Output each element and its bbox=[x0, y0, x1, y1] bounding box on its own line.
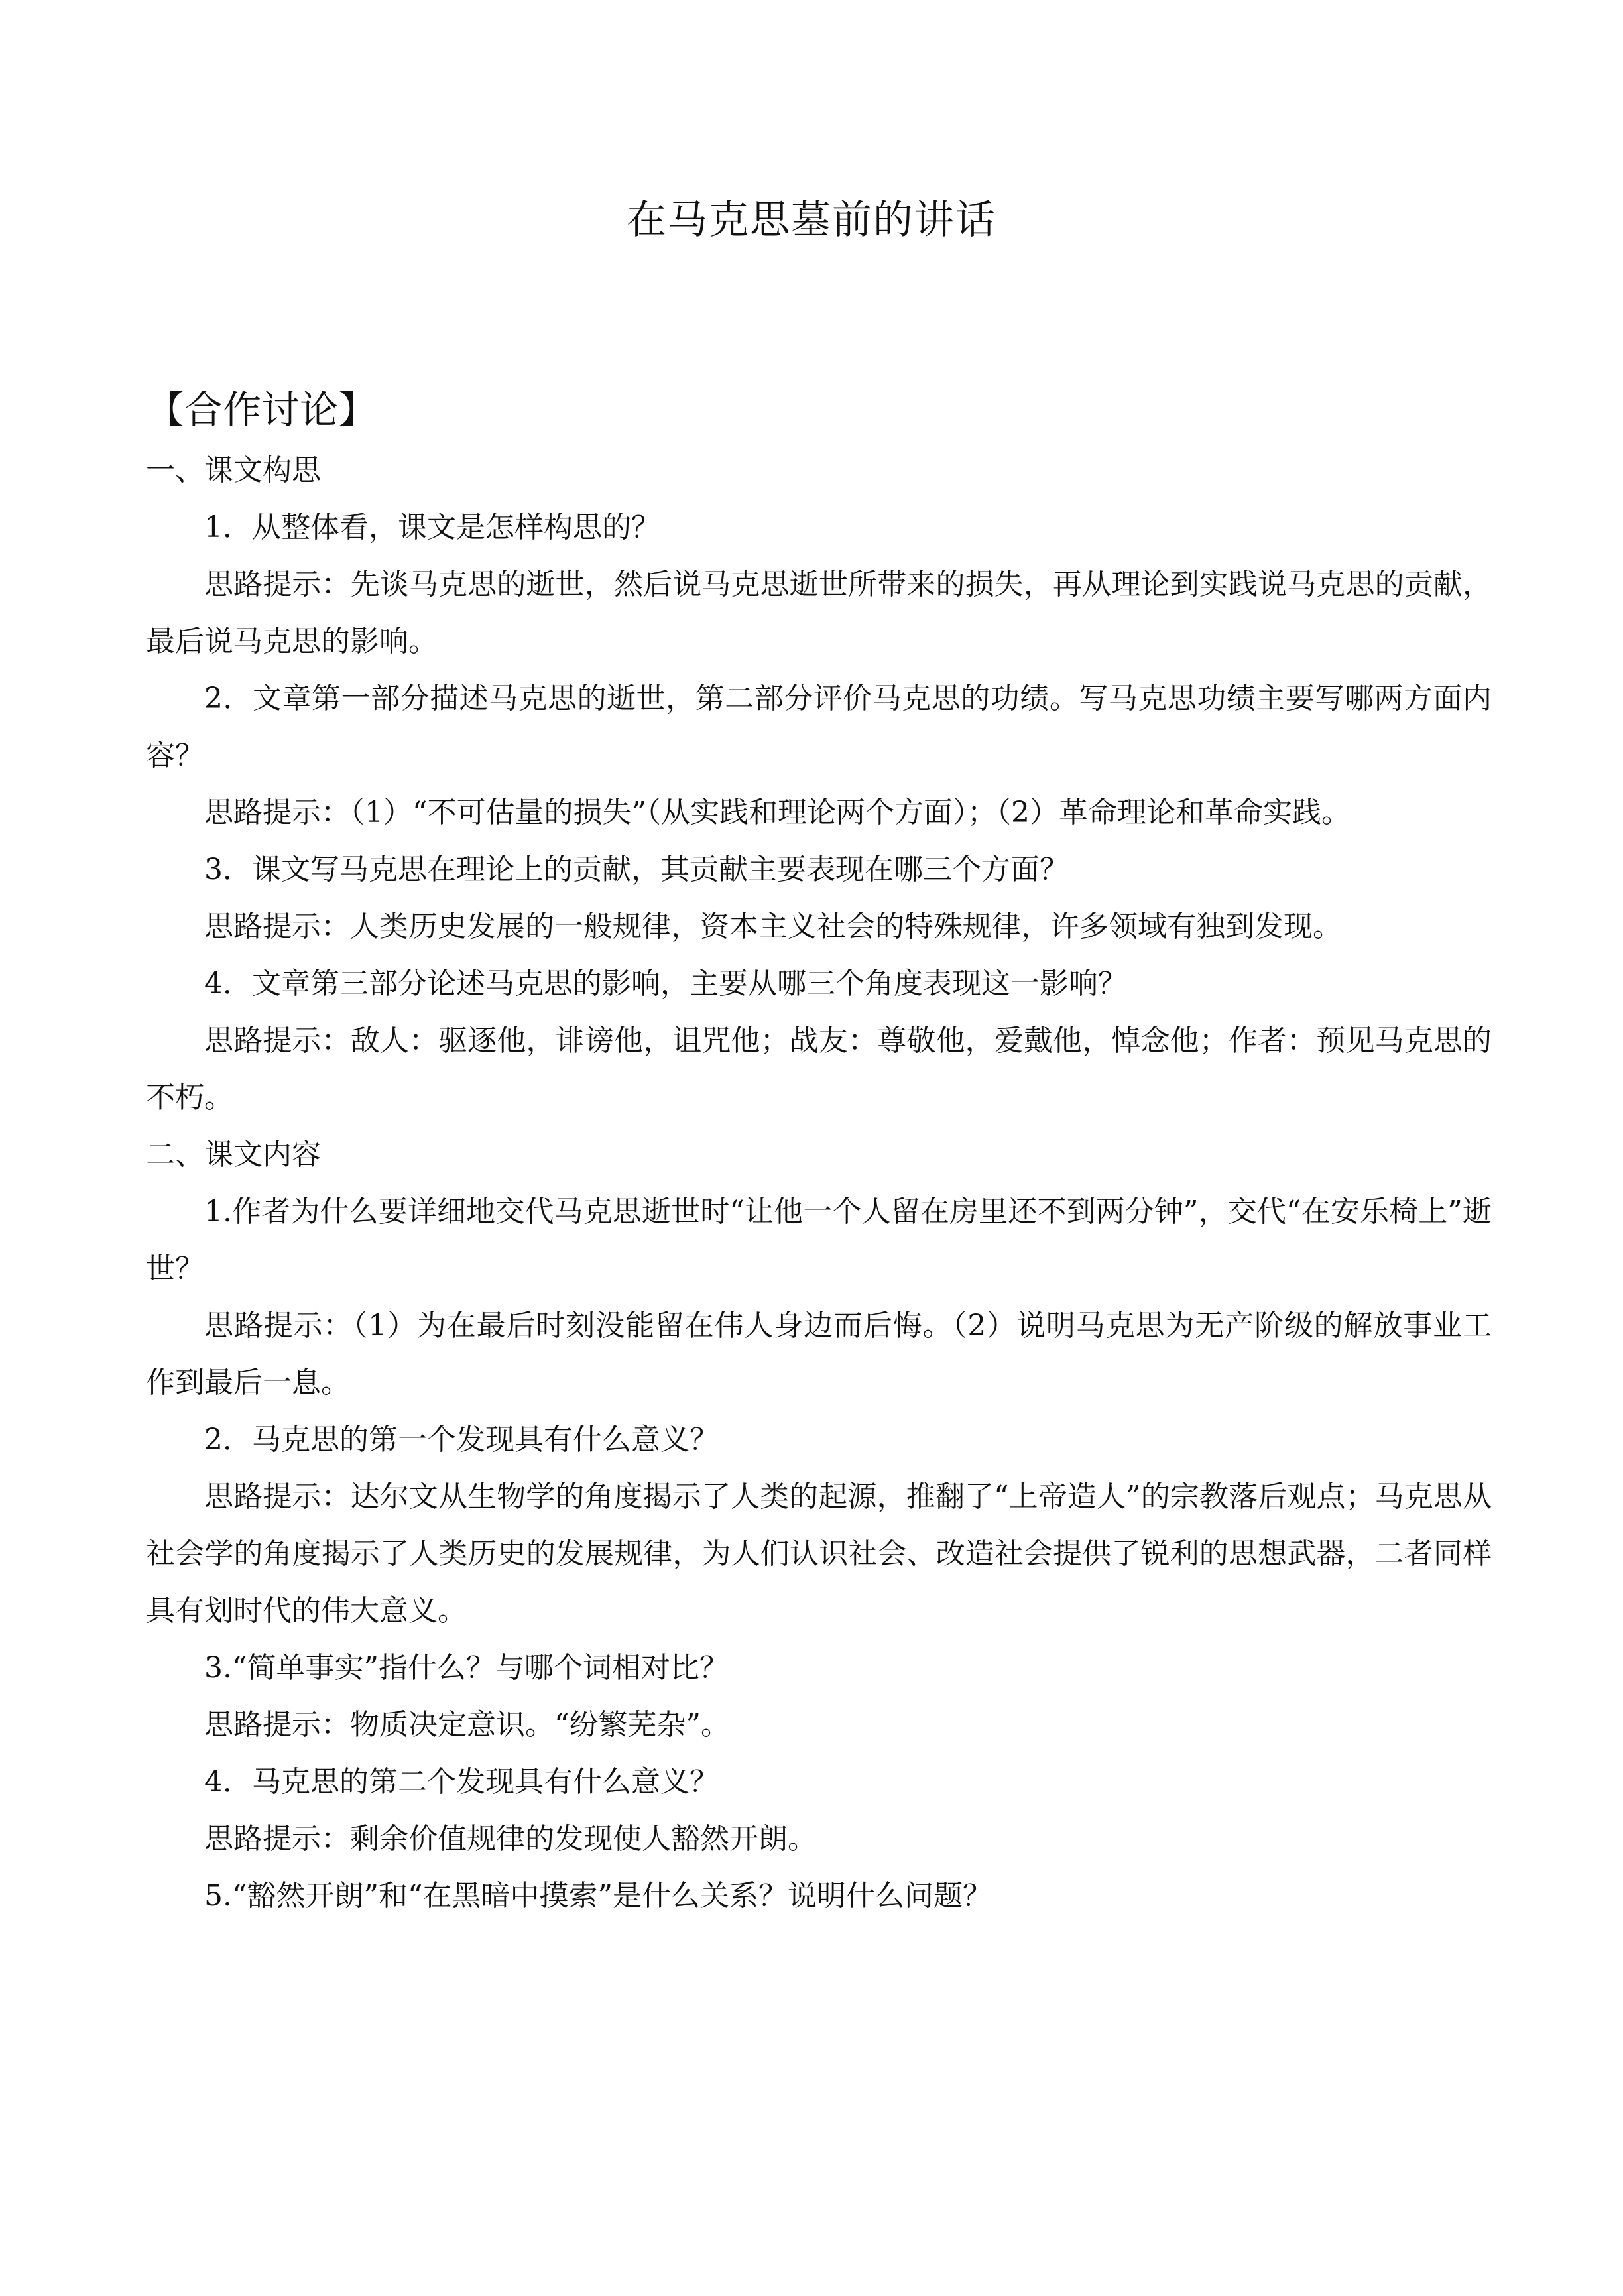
part2-question-1: 1.作者为什么要详细地交代马克思逝世时“让他一个人留在房里还不到两分钟”，交代“在安乐椅上”逝世？ bbox=[146, 1195, 1492, 1286]
part1-heading: 一、课文构思 bbox=[146, 453, 321, 487]
part1-question-4: 4．文章第三部分论述马克思的影响，主要从哪三个角度表现这一影响？ bbox=[204, 967, 1127, 1000]
part1-question-2: 2．文章第一部分描述马克思的逝世，第二部分评价马克思的功绩。写马克思功绩主要写哪两方面内容？ bbox=[146, 682, 1492, 772]
part2-hint-1: 思路提示：（1）为在最后时刻没能留在伟人身边而后悔。（2）说明马克思为无产阶级的解放事业工作到最后一息。 bbox=[146, 1309, 1492, 1400]
part1-hint-1: 思路提示：先谈马克思的逝世，然后说马克思逝世所带来的损失，再从理论到实践说马克思的贡献，最后说马克思的影响。 bbox=[146, 568, 1492, 658]
document-body bbox=[146, 381, 1492, 1925]
part2-hint-4: 思路提示：剩余价值规律的发现使人豁然开朗。 bbox=[204, 1822, 817, 1856]
part1-hint-4: 思路提示：敌人：驱逐他，诽谤他，诅咒他；战友：尊敬他，爱戴他，悼念他；作者：预见马克思的不朽。 bbox=[146, 1024, 1492, 1115]
section-heading: 【合作讨论】 bbox=[146, 387, 377, 432]
part2-heading: 二、课文内容 bbox=[146, 1138, 321, 1172]
part1-question-1: 1．从整体看，课文是怎样构思的？ bbox=[204, 511, 660, 544]
part2-hint-3: 思路提示：物质决定意识。“纷繁芜杂”。 bbox=[204, 1708, 730, 1742]
part1-question-3: 3．课文写马克思在理论上的贡献，其贡献主要表现在哪三个方面？ bbox=[204, 853, 1069, 886]
part2-question-5: 5.“豁然开朗”和“在黑暗中摸索”是什么关系？说明什么问题？ bbox=[204, 1879, 992, 1913]
part1-hint-3: 思路提示：人类历史发展的一般规律，资本主义社会的特殊规律，许多领域有独到发现。 bbox=[204, 910, 1342, 943]
part2-hint-2: 思路提示：达尔文从生物学的角度揭示了人类的起源，推翻了“上帝造人”的宗教落后观点；马克思从社会学的角度揭示了人类历史的发展规律，为人们认识社会、改造社会提供了锐利的思想武器，二者同样具有划时代的伟大意义。 bbox=[146, 1480, 1492, 1628]
part2-question-4: 4．马克思的第二个发现具有什么意义？ bbox=[204, 1765, 719, 1799]
part1-hint-2: 思路提示：（1）“不可估量的损失”（从实践和理论两个方面）；（2）革命理论和革命实践。 bbox=[204, 796, 1351, 829]
part2-question-3: 3.“简单事实”指什么？与哪个词相对比？ bbox=[204, 1651, 729, 1685]
part2-question-2: 2．马克思的第一个发现具有什么意义？ bbox=[204, 1423, 719, 1457]
document-title: 在马克思墓前的讲话 bbox=[627, 197, 996, 243]
